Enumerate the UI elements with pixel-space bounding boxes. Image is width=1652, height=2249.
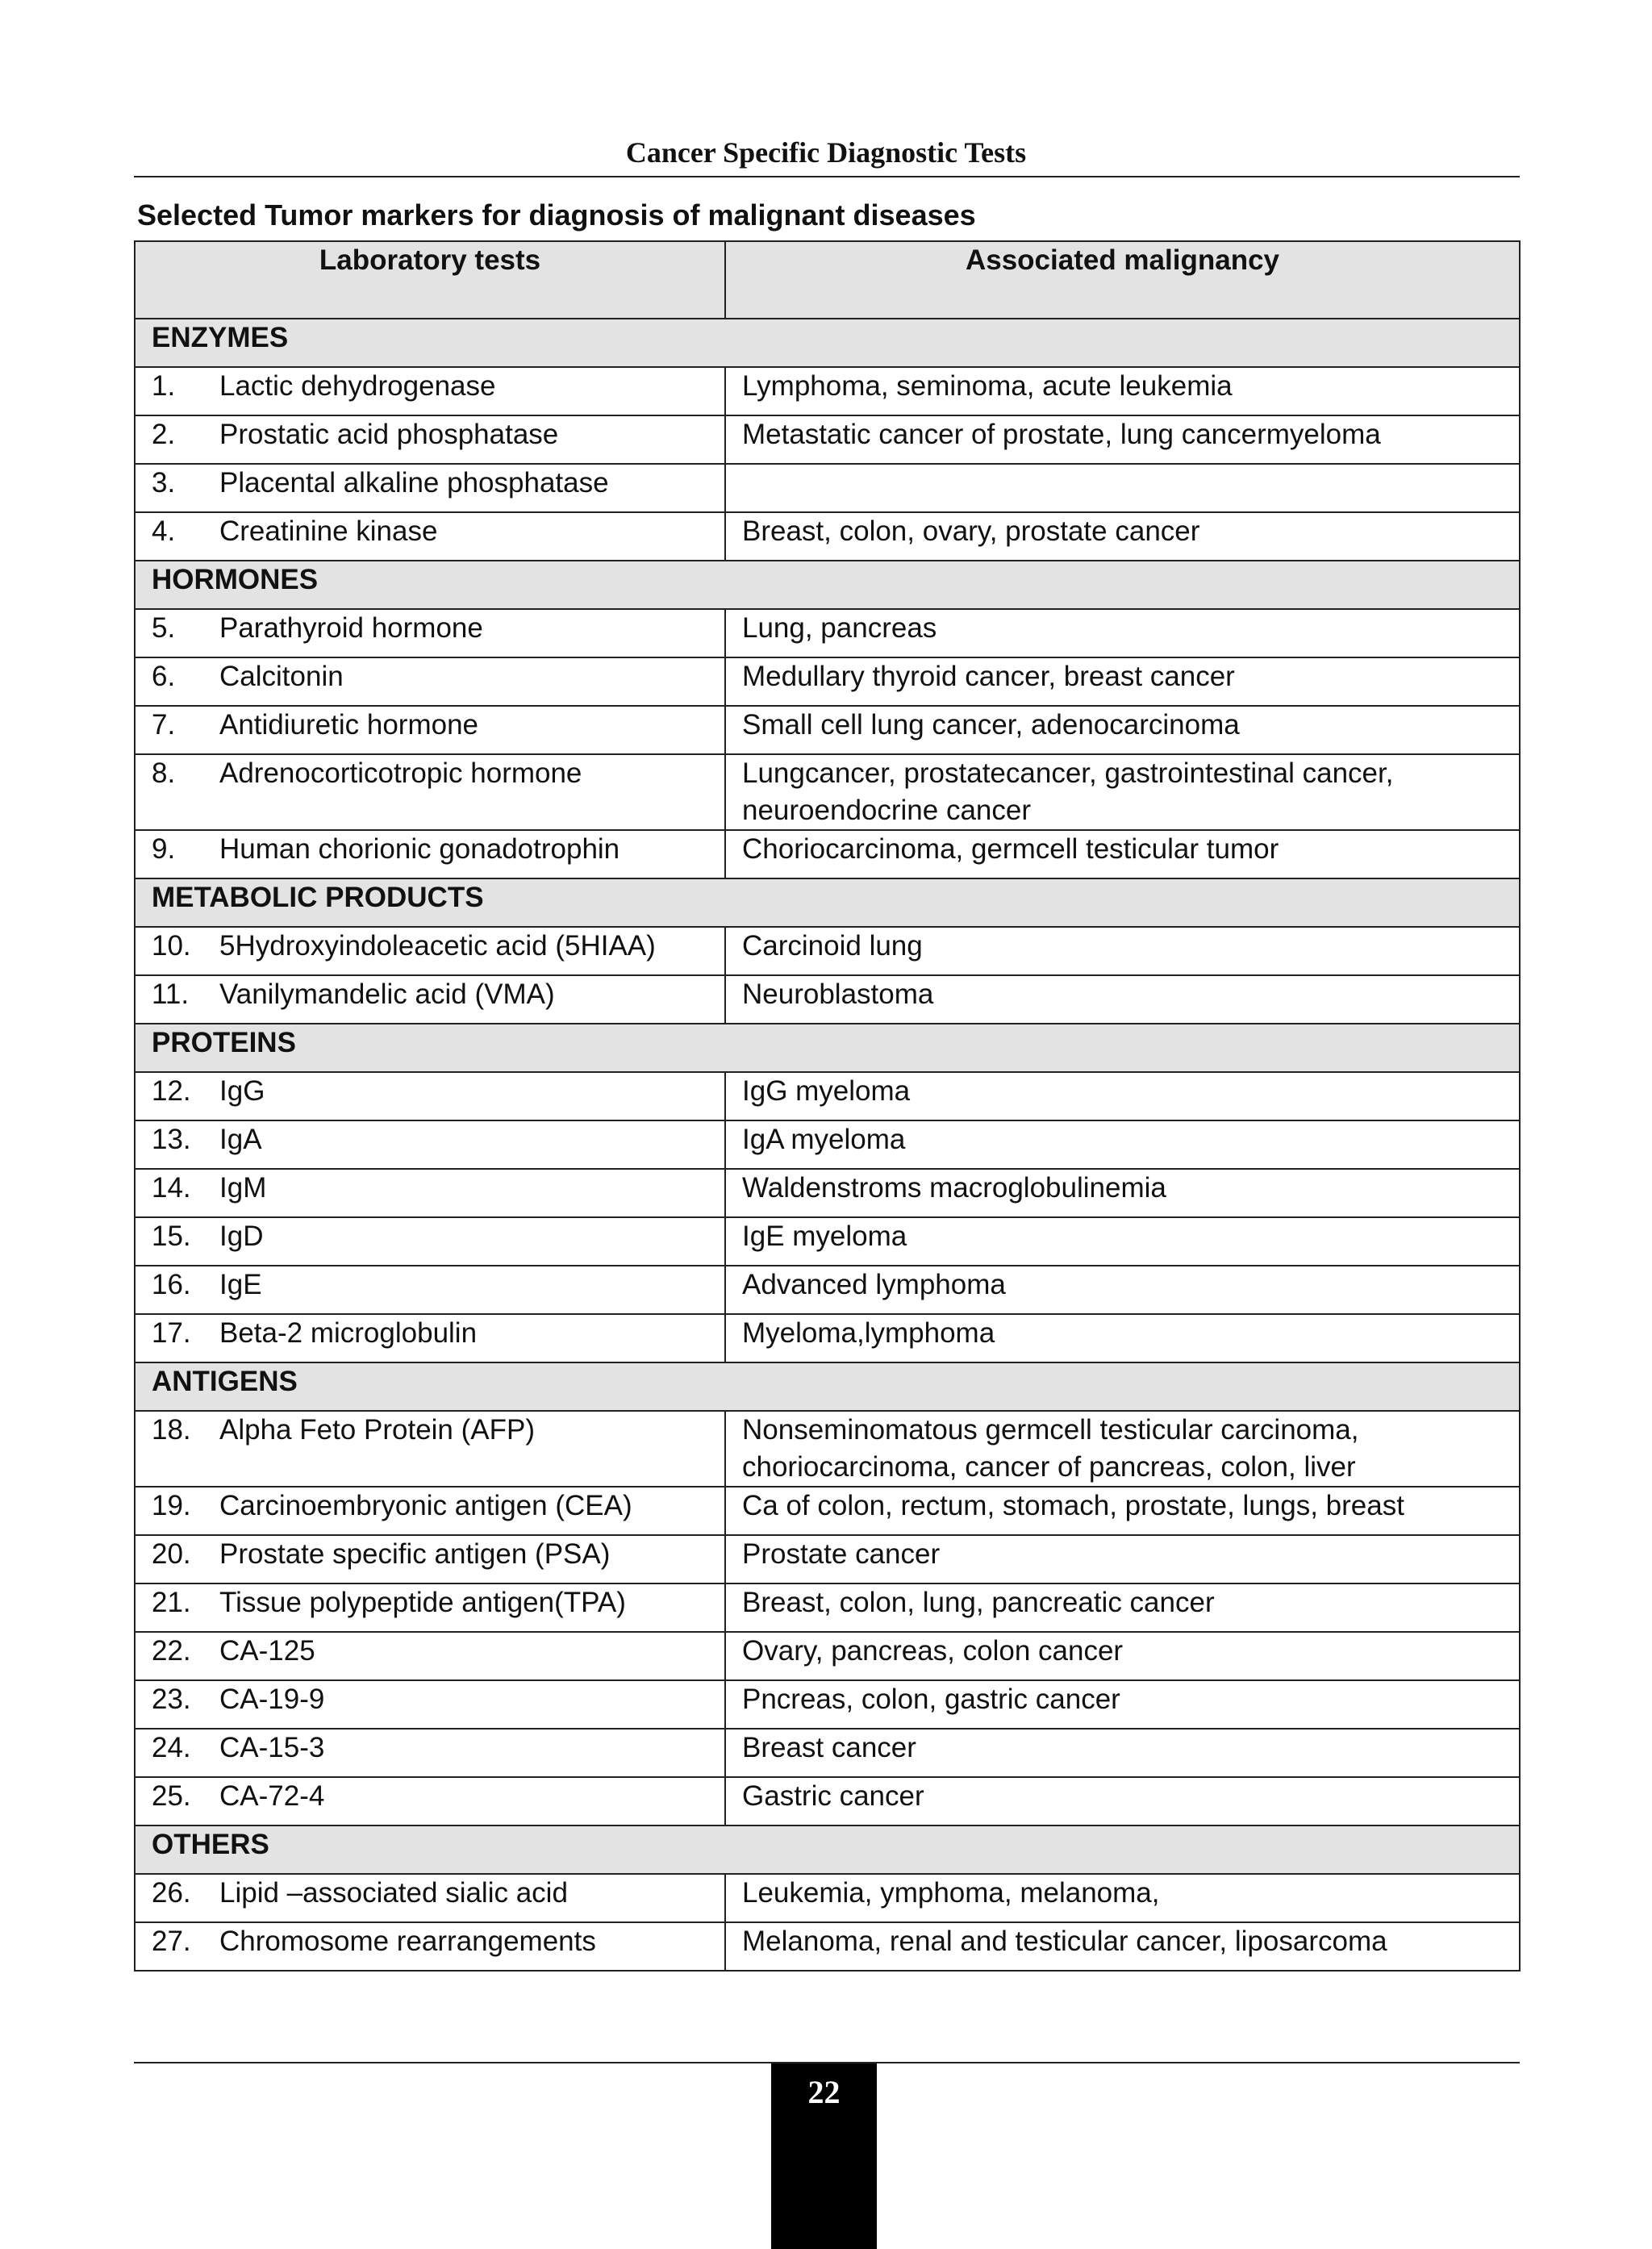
row-number: 17. (152, 1317, 191, 1349)
table-caption: Selected Tumor markers for diagnosis of malignant diseases (137, 198, 976, 232)
table-row (135, 1632, 1520, 1680)
malignancy-text: Metastatic cancer of prostate, lung cancermyeloma (742, 419, 1381, 450)
row-number: 18. (152, 1414, 191, 1446)
test-cell (135, 1632, 725, 1680)
test-name: Prostate specific antigen (PSA) (219, 1538, 611, 1570)
test-cell (135, 1535, 725, 1583)
malignancy-text: Ca of colon, rectum, stomach, prostate, lungs, breast (742, 1490, 1404, 1521)
test-cell (135, 754, 725, 830)
malignancy-cell (725, 706, 1520, 754)
malignancy-text: Lung, pancreas (742, 612, 937, 644)
table-row (135, 754, 1520, 830)
row-number: 13. (152, 1124, 191, 1155)
malignancy-cell (725, 1169, 1520, 1217)
table-row (135, 1535, 1520, 1583)
test-cell (135, 1729, 725, 1777)
malignancy-cell (725, 657, 1520, 706)
test-cell (135, 1777, 725, 1825)
category-label: ENZYMES (135, 319, 1520, 367)
test-name: Creatinine kinase (219, 515, 438, 547)
row-number: 27. (152, 1926, 191, 1957)
malignancy-cell (725, 1120, 1520, 1169)
test-cell (135, 464, 725, 512)
table-row (135, 1411, 1520, 1487)
row-number: 24. (152, 1732, 191, 1763)
test-name: Chromosome rearrangements (219, 1926, 596, 1957)
category-row (135, 1362, 1520, 1411)
table-row (135, 975, 1520, 1024)
test-name: Antidiuretic hormone (219, 709, 478, 741)
test-cell (135, 927, 725, 975)
category-row (135, 561, 1520, 609)
malignancy-cell (725, 830, 1520, 878)
test-cell (135, 367, 725, 415)
table-row (135, 1680, 1520, 1729)
malignancy-text: Advanced lymphoma (742, 1269, 1006, 1300)
test-cell (135, 1314, 725, 1362)
category-row (135, 319, 1520, 367)
test-name: CA-19-9 (219, 1684, 325, 1715)
table-row (135, 1072, 1520, 1120)
row-number: 5. (152, 612, 176, 644)
test-cell (135, 830, 725, 878)
malignancy-text: Breast, colon, ovary, prostate cancer (742, 515, 1200, 547)
category-row (135, 1825, 1520, 1874)
test-name: Adrenocorticotropic hormone (219, 757, 582, 789)
malignancy-text: Neuroblastoma (742, 978, 934, 1010)
test-name: Carcinoembryonic antigen (CEA) (219, 1490, 632, 1521)
malignancy-text: Myeloma,lymphoma (742, 1317, 995, 1349)
row-number: 6. (152, 661, 176, 692)
row-number: 3. (152, 467, 176, 499)
test-name: Vanilymandelic acid (VMA) (219, 978, 555, 1010)
category-label: OTHERS (135, 1825, 1520, 1874)
malignancy-text: Nonseminomatous germcell testicular carcinoma, choriocarcinoma, cancer of pancreas, colon, liver (742, 1414, 1359, 1483)
category-row (135, 1024, 1520, 1072)
table-row (135, 367, 1520, 415)
test-cell (135, 1680, 725, 1729)
test-cell (135, 1922, 725, 1971)
test-name: CA-15-3 (219, 1732, 325, 1763)
row-number: 14. (152, 1172, 191, 1204)
test-name: IgM (219, 1172, 267, 1204)
malignancy-text: Waldenstroms macroglobulinemia (742, 1172, 1166, 1204)
row-number: 23. (152, 1684, 191, 1715)
table-row (135, 1120, 1520, 1169)
malignancy-cell (725, 512, 1520, 561)
row-number: 1. (152, 370, 176, 402)
malignancy-cell (725, 1874, 1520, 1922)
malignancy-text: Gastric cancer (742, 1780, 924, 1812)
test-name: IgD (219, 1220, 264, 1252)
page-number: 22 (807, 2074, 841, 2110)
malignancy-cell (725, 1535, 1520, 1583)
table-body (135, 319, 1520, 1971)
running-title: Cancer Specific Diagnostic Tests (625, 136, 1027, 169)
test-name: Beta-2 microglobulin (219, 1317, 478, 1349)
column-header-tests: Laboratory tests (135, 241, 725, 319)
malignancy-cell (725, 415, 1520, 464)
malignancy-text: Carcinoid lung (742, 930, 923, 962)
row-number: 20. (152, 1538, 191, 1570)
malignancy-cell (725, 367, 1520, 415)
malignancy-cell (725, 1217, 1520, 1266)
malignancy-text: Ovary, pancreas, colon cancer (742, 1635, 1124, 1667)
row-number: 15. (152, 1220, 191, 1252)
row-number: 9. (152, 833, 176, 865)
page-number-tab (771, 2063, 877, 2249)
table-row (135, 1217, 1520, 1266)
test-name: Placental alkaline phosphatase (219, 467, 609, 499)
table-row (135, 1266, 1520, 1314)
table-row (135, 1314, 1520, 1362)
test-cell (135, 1169, 725, 1217)
table-row (135, 927, 1520, 975)
malignancy-text: Prostate cancer (742, 1538, 941, 1570)
test-cell (135, 1120, 725, 1169)
test-name: Lipid –associated sialic acid (219, 1877, 568, 1909)
malignancy-cell (725, 464, 1520, 512)
table-row (135, 1487, 1520, 1535)
test-name: Lactic dehydrogenase (219, 370, 496, 402)
malignancy-cell (725, 1314, 1520, 1362)
row-number: 2. (152, 419, 176, 450)
table-row (135, 1583, 1520, 1632)
malignancy-cell (725, 1487, 1520, 1535)
row-number: 4. (152, 515, 176, 547)
test-name: Human chorionic gonadotrophin (219, 833, 620, 865)
malignancy-cell (725, 1922, 1520, 1971)
row-number: 8. (152, 757, 176, 789)
table-header-row (135, 241, 1520, 319)
category-label: METABOLIC PRODUCTS (135, 878, 1520, 927)
tumor-markers-table (134, 240, 1521, 1972)
malignancy-cell (725, 1411, 1520, 1487)
test-cell (135, 1217, 725, 1266)
test-name: IgA (219, 1124, 262, 1155)
table-row (135, 464, 1520, 512)
malignancy-text: IgG myeloma (742, 1075, 911, 1107)
test-name: Prostatic acid phosphatase (219, 419, 559, 450)
malignancy-text: Melanoma, renal and testicular cancer, liposarcoma (742, 1926, 1387, 1957)
test-name: Calcitonin (219, 661, 344, 692)
malignancy-cell (725, 975, 1520, 1024)
test-cell (135, 1874, 725, 1922)
malignancy-cell (725, 1583, 1520, 1632)
row-number: 11. (152, 978, 190, 1010)
test-cell (135, 1072, 725, 1120)
malignancy-text: Pncreas, colon, gastric cancer (742, 1684, 1120, 1715)
test-cell (135, 657, 725, 706)
table-row (135, 1777, 1520, 1825)
table-row (135, 1922, 1520, 1971)
test-name: Parathyroid hormone (219, 612, 483, 644)
test-name: IgG (219, 1075, 265, 1107)
malignancy-text: Small cell lung cancer, adenocarcinoma (742, 709, 1240, 741)
test-cell (135, 1411, 725, 1487)
malignancy-cell (725, 1729, 1520, 1777)
malignancy-text: Breast cancer (742, 1732, 916, 1763)
test-cell (135, 706, 725, 754)
test-name: IgE (219, 1269, 262, 1300)
malignancy-text: Leukemia, ymphoma, melanoma, (742, 1877, 1160, 1909)
test-name: 5Hydroxyindoleacetic acid (5HIAA) (219, 930, 656, 962)
category-label: HORMONES (135, 561, 1520, 609)
test-cell (135, 415, 725, 464)
malignancy-cell (725, 1680, 1520, 1729)
column-header-malignancy: Associated malignancy (725, 241, 1520, 319)
malignancy-text: Breast, colon, lung, pancreatic cancer (742, 1587, 1215, 1618)
test-cell (135, 1583, 725, 1632)
malignancy-cell (725, 609, 1520, 657)
row-number: 21. (152, 1587, 191, 1618)
test-name: CA-125 (219, 1635, 315, 1667)
table-row (135, 415, 1520, 464)
row-number: 12. (152, 1075, 191, 1107)
row-number: 25. (152, 1780, 191, 1812)
test-cell (135, 609, 725, 657)
table-row (135, 609, 1520, 657)
row-number: 26. (152, 1877, 191, 1909)
malignancy-text: Medullary thyroid cancer, breast cancer (742, 661, 1235, 692)
row-number: 22. (152, 1635, 191, 1667)
test-cell (135, 512, 725, 561)
table-row (135, 1874, 1520, 1922)
malignancy-text: IgA myeloma (742, 1124, 906, 1155)
malignancy-cell (725, 1777, 1520, 1825)
test-cell (135, 1487, 725, 1535)
header-rule (134, 176, 1520, 177)
table-row (135, 657, 1520, 706)
test-cell (135, 975, 725, 1024)
malignancy-cell (725, 1072, 1520, 1120)
malignancy-cell (725, 927, 1520, 975)
malignancy-cell (725, 754, 1520, 830)
malignancy-text: Lymphoma, seminoma, acute leukemia (742, 370, 1233, 402)
row-number: 7. (152, 709, 176, 741)
row-number: 19. (152, 1490, 191, 1521)
malignancy-cell (725, 1266, 1520, 1314)
table-row (135, 830, 1520, 878)
test-cell (135, 1266, 725, 1314)
table-row (135, 1169, 1520, 1217)
malignancy-text: Lungcancer, prostatecancer, gastrointestinal cancer, neuroendocrine cancer (742, 757, 1394, 826)
test-name: CA-72-4 (219, 1780, 325, 1812)
category-label: PROTEINS (135, 1024, 1520, 1072)
test-name: Tissue polypeptide antigen(TPA) (219, 1587, 626, 1618)
row-number: 16. (152, 1269, 191, 1300)
row-number: 10. (152, 930, 191, 962)
table-row (135, 1729, 1520, 1777)
malignancy-cell (725, 1632, 1520, 1680)
malignancy-text: IgE myeloma (742, 1220, 907, 1252)
test-name: Alpha Feto Protein (AFP) (219, 1414, 535, 1446)
malignancy-text: Choriocarcinoma, germcell testicular tumor (742, 833, 1279, 865)
category-label: ANTIGENS (135, 1362, 1520, 1411)
table-row (135, 512, 1520, 561)
category-row (135, 878, 1520, 927)
table-row (135, 706, 1520, 754)
